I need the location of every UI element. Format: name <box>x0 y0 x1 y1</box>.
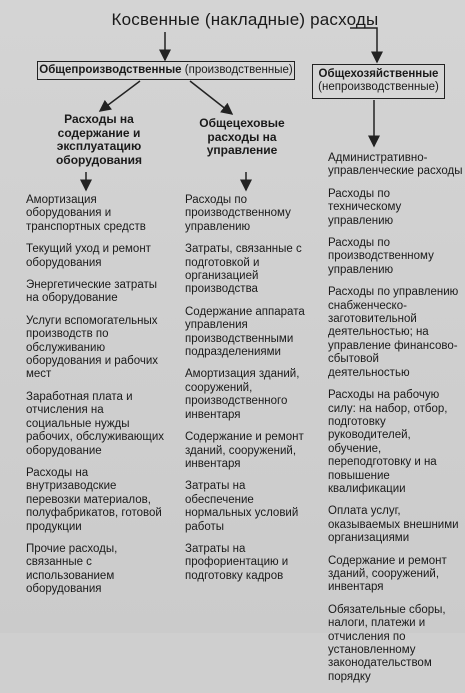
box-general-overhead <box>312 64 445 99</box>
list-item: Расходы по производственному управлению <box>185 194 291 233</box>
list-item: Затраты на профориентацию и подготовку кадров <box>185 542 289 582</box>
list-item: Расходы на рабочую силу: на набор, отбор, подготовку руководителей, обучение, переподготовку и на повышение квалификации <box>328 389 448 495</box>
list-item: Административно-управленческие расходы <box>328 152 463 178</box>
arrow-left-to-sub-a <box>100 81 140 111</box>
list-item: Расходы по производственному управлению <box>328 237 434 276</box>
box-production-overhead-normal: (производственные) <box>181 64 293 76</box>
list-item: Обязательные сборы, налоги, платежи и отчисления по установленному законодательством порядку <box>328 603 446 683</box>
list-item: Содержание и ремонт зданий, сооружений, инвентаря <box>328 554 447 594</box>
list-item: Содержание и ремонт зданий, сооружений, инвентаря <box>185 431 304 470</box>
list-item: Амортизация оборудования и транспортных средств <box>26 194 146 233</box>
arrow-title-to-right <box>350 28 377 62</box>
list-item: Расходы на внутризаводские перевозки материалов, полуфабрикатов, готовой продукции <box>26 466 162 533</box>
list-item: Расходы по управлению снабженческо-заготовительной деятельностью; на управление финансово-сбытовой деятельностью <box>328 286 459 379</box>
diagram-title: Косвенные (накладные) расходы <box>111 10 379 29</box>
list-equipment-costs <box>26 194 166 606</box>
list-item: Услуги вспомогательных производств по обслуживанию оборудования и рабочих мест <box>26 314 158 381</box>
list-item: Расходы по техническому управлению <box>328 187 402 227</box>
box-production-overhead <box>37 61 295 80</box>
list-general-overhead <box>328 152 463 693</box>
list-item: Заработная плата и отчисления на социальные нужды рабочих, обслуживающих оборудование <box>26 390 165 457</box>
list-item: Содержание аппарата управления производственными подразделениями <box>185 305 305 359</box>
list-item: Текущий уход и ремонт оборудования <box>26 243 151 269</box>
list-item: Затраты, связанные с подготовкой и организацией производства <box>185 243 302 296</box>
list-item: Энергетические затраты на оборудование <box>26 279 157 305</box>
box-general-overhead-bold: Общехозяйственные <box>318 68 439 80</box>
list-item: Оплата услуг, оказываемых внешними организациями <box>328 505 459 545</box>
heading-equipment-costs: Расходы на содержание и эксплуатацию оборудования <box>55 112 143 167</box>
box-general-overhead-normal: (непроизводственные) <box>318 81 439 93</box>
list-shop-management <box>185 194 315 592</box>
list-item: Затраты на обеспечение нормальных условий работы <box>185 480 299 533</box>
list-item: Прочие расходы, связанные с использованием оборудования <box>26 542 118 596</box>
heading-shop-management: Общецеховые расходы на управление <box>199 116 285 157</box>
arrow-left-to-sub-b <box>190 81 232 114</box>
list-item: Амортизация зданий, сооружений, производственного инвентаря <box>185 368 300 421</box>
box-production-overhead-bold: Общепроизводственные <box>39 64 182 76</box>
